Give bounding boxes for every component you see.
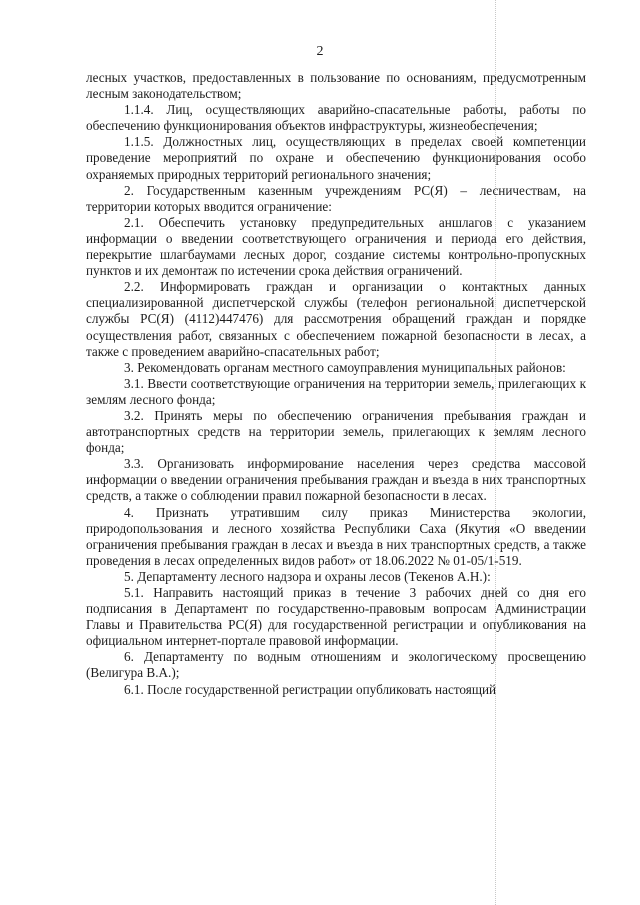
paragraph-3-1: 3.1. Ввести соответствующие ограничения на территории земель, прилегающих к землям лесного фонда;: [86, 375, 586, 407]
paragraph-6: 6. Департаменту по водным отношениям и экологическому просвещению (Велигура В.А.);: [86, 649, 586, 681]
paragraph-3-2: 3.2. Принять меры по обеспечению ограничения пребывания граждан и автотранспортных средств на территории земель, прилегающих к землям лесного фонда;: [86, 407, 586, 456]
paragraph-3-3: 3.3. Организовать информирование населения через средства массовой информации о введении ограничения пребывания граждан и въезда в них транспортных средств, а также о соблюдении правил пожарной безопасности в лесах.: [86, 456, 586, 504]
paragraph-6-1: 6.1. После государственной регистрации опубликовать настоящий: [124, 681, 497, 697]
paragraph-3: 3. Рекомендовать органам местного самоуправления муниципальных районов:: [124, 359, 566, 375]
page-number: 2: [316, 44, 324, 59]
paragraph-1-1-5: 1.1.5. Должностных лиц, осуществляющих в пределах своей компетенции проведение мероприятий по охране и обеспечению функционирования особо охраняемых природных территорий регионального значения;: [86, 134, 586, 182]
paragraph-5: 5. Департаменту лесного надзора и охраны лесов (Текенов А.Н.):: [124, 568, 491, 584]
paragraph-continuation: лесных участков, предоставленных в пользование по основаниям, предусмотренным лесным законодательством;: [86, 70, 586, 102]
paragraph-4: 4. Признать утратившим силу приказ Министерства экологии, природопользования и лесного хозяйства Республики Саха (Якутия «О введении ограничения пребывания граждан в лесах и въезда в них транспортных средств, а также проведения в лесах определенных видов работ» от 18.06.2022 № 01-05/1-519.: [86, 504, 586, 568]
paragraph-2-2: 2.2. Информировать граждан и организации о контактных данных специализированной диспетчерской службы (телефон региональной диспетчерской службы РС(Я) (4112)447476) для рассмотрения обращений граждан и порядке осуществления работ, связанных с обеспечением пожарной безопасности в лесах, а также с проведением аварийно-спасательных работ;: [86, 279, 586, 359]
paragraph-2: 2. Государственным казенным учреждениям РС(Я) – лесничествам, на территории которых вводится ограничение:: [86, 182, 586, 214]
paragraph-1-1-4: 1.1.4. Лиц, осуществляющих аварийно-спасательные работы, работы по обеспечению функционирования объектов инфраструктуры, жизнеобеспечения;: [86, 102, 586, 134]
paragraph-2-1: 2.1. Обеспечить установку предупредительных аншлагов с указанием информации о введении соответствующего ограничения и периода его действия, перекрытие шлагбаумами лесных дорог, создание системы контрольно-пропускных пунктов и их демонтаж по истечении срока действия ограничений.: [86, 214, 586, 279]
document-body: [86, 70, 586, 698]
paragraph-5-1: 5.1. Направить настоящий приказ в течение 3 рабочих дней со дня его подписания в Департамент по государственно-правовым вопросам Администрации Главы и Правительства РС(Я) для государственной регистрации и опубликования на официальном интернет-портале правовой информации.: [86, 585, 586, 649]
